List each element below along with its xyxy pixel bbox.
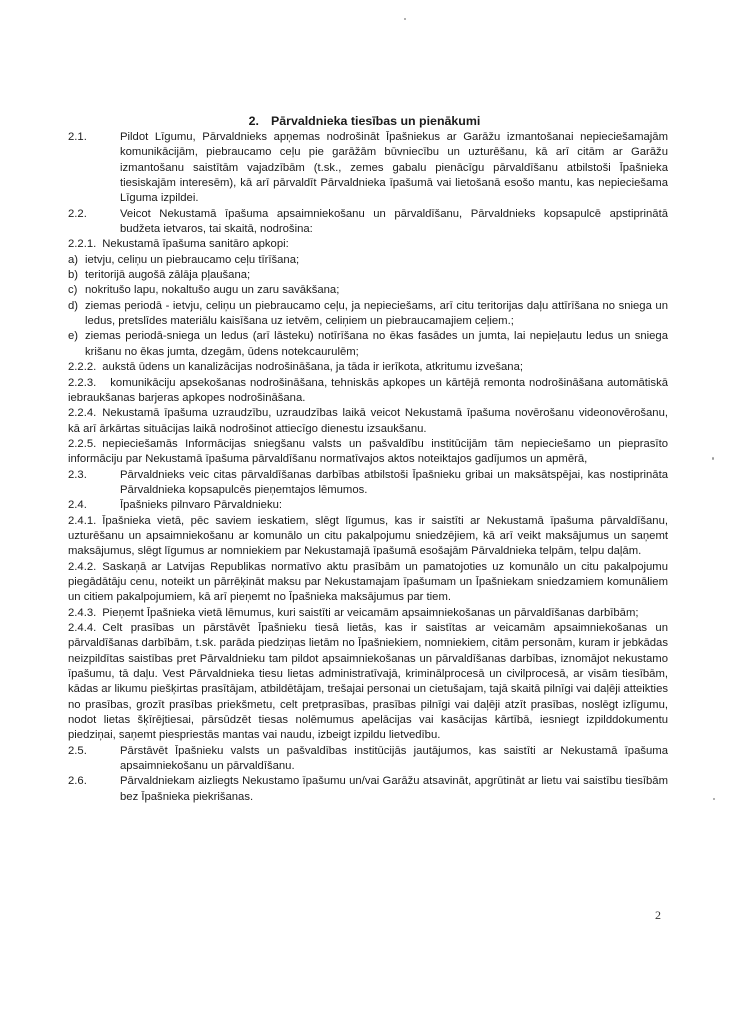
paragraph-text: Pildot Līgumu, Pārvaldnieks apņemas nodrošināt Īpašniekus ar Garāžu izmantošanai nepieciešamajām komunikācijām, piebraucamo ceļu pie garāžām būvniecību un uzturēšanu, kā arī citām ar Garāžu izmantošanu saistītām vajadzībām (t.sk., zemes gabalu pienācīgu pārvaldīšanu atbilstoši Īpašnieka tiesiskajām interesēm), kā arī pārvaldīt Pārvaldnieka īpašumā vai lietošanā esošo mantu, kas nepieciešama Līguma izpildei. <box>120 131 668 205</box>
paragraph-number: 2.2.1. <box>68 238 97 251</box>
paragraph-text: Celt prasības un pārstāvēt Īpašnieku tiesā lietās, kas ir saistītas ar veicamām apsaimniekošanas un pārvaldīšanas darbībām, t.sk. parāda piedziņas lietām no Īpašniekiem, nomniekiem, citām personām, kuram ir jebkādas neizpildītas saistības pret Pārvaldnieku tam pildot apsaimniekošanas un pārvaldīšanas darbības, iznomājot nekustamo īpašumu, tā daļu. Vest Pārvaldnieka tiesu lietas administratīvajā, kriminālprocesā un civilprocesā, ar visām tiesībām, kādas ar likumu piešķirtas prasītājam, atbildētājam, trešajai personai un cietušajam, tajā skaitā pilnīgi vai daļēji atteikties no prasības, grozīt prasības priekšmetu, celt pretprasības, prasības pilnīgi vai daļēji atzīt prasības, noslēgt izlīgumu, nodot lietas šķīrējtiesai, pārsūdzēt tiesas nolēmumus apelācijas vai kasācijas kārtībā, iesniegt izpilddokumentu piedziņai, saņemt piespriestās mantas vai naudu, izbeigt izpildu lietvedību. <box>68 622 668 742</box>
paragraph-2-1 <box>68 130 668 207</box>
list-marker: e) <box>68 330 79 343</box>
paragraph-2-2-3 <box>68 376 668 407</box>
list-marker: b) <box>68 269 79 282</box>
list-marker: c) <box>68 284 78 297</box>
paragraph-2-2 <box>68 207 668 238</box>
list-item-text: ziemas periodā - ietvju, celiņu un piebraucamo ceļu, ja nepieciešams, arī citu teritorijas daļu attīrīšana no sniega un ledus, pretslīdes materiālu kaisīšana uz ietvēm, celiņiem un piebraucamajiem ceļiem.; <box>85 299 668 328</box>
paragraph-text: Pārstāvēt Īpašnieku valsts un pašvaldības institūcijās jautājumos, kas saistīti ar Nekustamā īpašuma apsaimniekošanu un pārvaldīšanu. <box>120 744 668 773</box>
paragraph-text: nepieciešamās Informācijas sniegšanu valsts un pašvaldību institūcijām tām nepieciešamo un pieprasīto informāciju par Nekustamā īpašuma pārvaldīšanu normatīvajos aktos noteiktajos gadījumos un apmērā, <box>68 437 668 466</box>
list-item-text: nokritušo lapu, nokaltušo augu un zaru savākšana; <box>85 284 340 297</box>
list-item-d <box>68 299 668 330</box>
paragraph-2-4-1 <box>68 514 668 560</box>
list-item-text: teritorijā augošā zālāja pļaušana; <box>85 269 251 282</box>
paragraph-number: 2.4.1. <box>68 514 97 527</box>
section-number: 2. <box>248 114 259 128</box>
paragraph-text: Īpašnieka vietā, pēc saviem ieskatiem, slēgt līgumus, kas ir saistīti ar Nekustamā īpašuma pārvaldīšanu, uzturēšanu un apsaimniekošanu ar komunālo un citu pakalpojumu sniedzējiem, kā arī veikt maksājumus un saņemt maksājumus, slēgt līgumus ar nomniekiem par Nekustamajā īpašumā esošajām Pārvaldnieka telpām, telpu daļām. <box>68 514 668 558</box>
paragraph-number: 2.2.4. <box>68 407 97 420</box>
paragraph-text: Nekustamā īpašuma sanitāro apkopi: <box>102 238 289 251</box>
paragraph-text: Veicot Nekustamā īpašuma apsaimniekošanu un pārvaldīšanu, Pārvaldnieks kopsapulcē apstiprinātā budžeta ietvaros, tai skaitā, nodrošina: <box>120 207 668 236</box>
paragraph-2-2-2 <box>68 360 668 375</box>
list-item-text: ietvju, celiņu un piebraucamo ceļu tīrīšana; <box>85 253 300 266</box>
scan-speck <box>713 798 715 800</box>
paragraph-2-5 <box>68 744 668 775</box>
paragraph-text: Īpašnieks pilnvaro Pārvaldnieku: <box>120 499 283 512</box>
list-item-c <box>68 283 668 298</box>
paragraph-number: 2.2.3. <box>68 376 97 389</box>
paragraph-2-3 <box>68 468 668 499</box>
paragraph-text: aukstā ūdens un kanalizācijas nodrošināšana, ja tāda ir ierīkota, atkritumu izvešana; <box>102 361 523 374</box>
paragraph-number: 2.4.2. <box>68 560 97 573</box>
paragraph-2-4-2 <box>68 560 668 606</box>
scan-speck <box>712 457 714 460</box>
list-marker: d) <box>68 299 79 312</box>
page-number: 2 <box>655 908 661 922</box>
paragraph-2-2-5 <box>68 437 668 468</box>
list-item-text: ziemas periodā-sniega un ledus (arī lāsteku) notīrīšana no ēkas fasādes un jumta, lai nepieļautu ledus un sniega krišanu no ēkas jumta, dzegām, ūdens notekcaurulēm; <box>85 330 668 358</box>
list-item-e <box>68 329 668 360</box>
paragraph-number: 2.2. <box>68 207 87 220</box>
paragraph-number: 2.2.2. <box>68 361 97 374</box>
paragraph-number: 2.6. <box>68 775 87 788</box>
section-title-text: Pārvaldnieka tiesības un pienākumi <box>270 114 481 128</box>
section-title <box>0 114 729 129</box>
paragraph-number: 2.5. <box>68 744 87 757</box>
paragraph-text: Pārvaldniekam aizliegts Nekustamo īpašumu un/vai Garāžu atsavināt, apgrūtināt ar lietu vai saistību tiesībām bez Īpašnieka piekrišanas. <box>120 775 668 803</box>
paragraph-2-2-4 <box>68 406 668 437</box>
section-body <box>68 130 668 805</box>
paragraph-number: 2.3. <box>68 468 87 481</box>
paragraph-2-4 <box>68 498 668 513</box>
list-marker: a) <box>68 253 79 266</box>
list-item-b <box>68 268 668 283</box>
paragraph-2-4-4 <box>68 621 668 744</box>
paragraph-text: Saskaņā ar Latvijas Republikas normatīvo aktu prasībām un pamatojoties uz komunālo un citu pakalpojumu piegādātāju cenu, noteikt un pārrēķināt maksu par Nekustamajam īpašumam un Īpašniekam sniedzamiem komunāliem un citiem pakalpojumiem, kā arī pieņemt no Īpašnieka maksājumus par tiem. <box>68 560 668 604</box>
list-item-a <box>68 253 668 268</box>
paragraph-2-6 <box>68 774 668 805</box>
paragraph-text: Nekustamā īpašuma uzraudzību, uzraudzības laikā veicot Nekustamā īpašuma novērošanu videonovērošanu, kā arī ārkārtas situācijas laikā nodrošinot attiecīgo dienestu izsaukšanu. <box>68 407 668 435</box>
paragraph-number: 2.4. <box>68 499 87 512</box>
paragraph-2-4-3 <box>68 606 668 621</box>
paragraph-number: 2.4.4. <box>68 622 97 634</box>
paragraph-text: Pieņemt Īpašnieka vietā lēmumus, kuri saistīti ar veicamām apsaimniekošanas un pārvaldīšanas darbībām; <box>102 606 639 619</box>
paragraph-2-2-1 <box>68 237 668 252</box>
scan-speck <box>404 18 406 20</box>
paragraph-text: komunikāciju apsekošanas nodrošināšana, tehniskās apkopes un kārtējā remonta nodrošināšana automātiskā iebraukšanas barjeras apkopes nodrošināšana. <box>68 376 668 404</box>
paragraph-text: Pārvaldnieks veic citas pārvaldīšanas darbības atbilstoši Īpašnieku gribai un maksātspējai, kas nostiprināta Pārvaldnieka kopsapulcēs pieņemtajos lēmumos. <box>120 468 668 496</box>
paragraph-number: 2.4.3. <box>68 606 97 619</box>
paragraph-number: 2.2.5. <box>68 437 97 450</box>
paragraph-number: 2.1. <box>68 131 87 143</box>
